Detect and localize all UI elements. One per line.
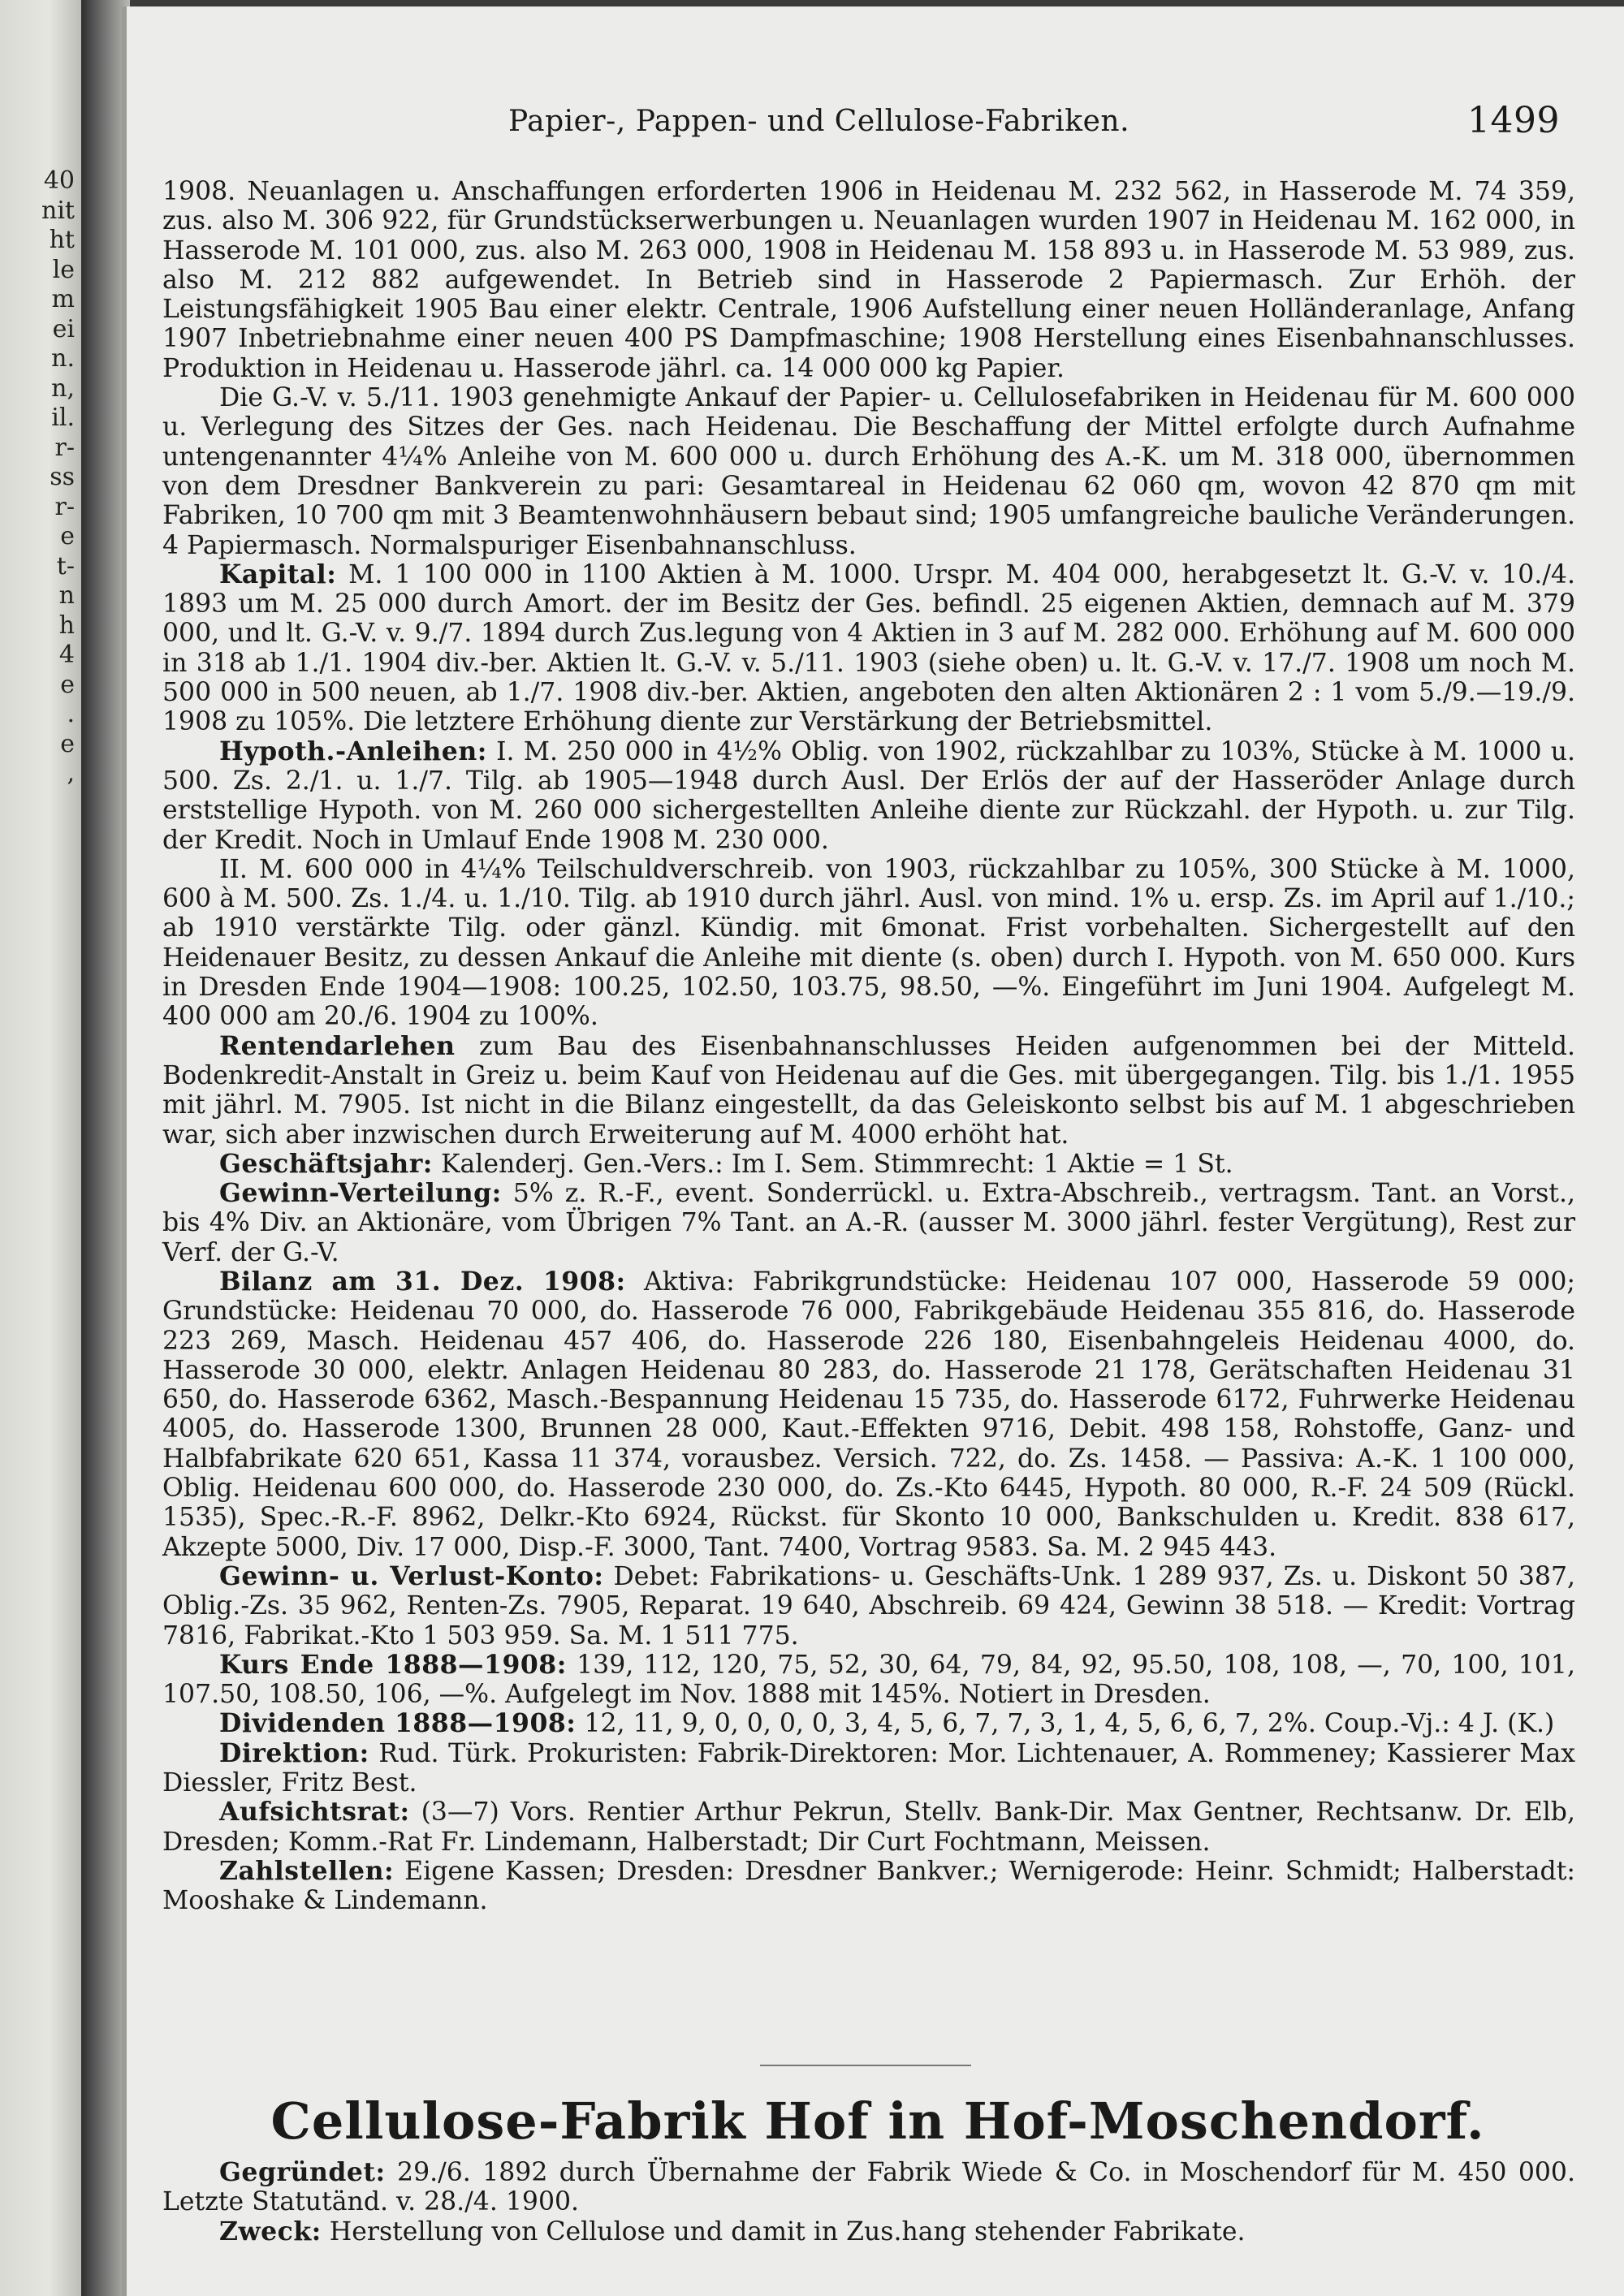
adjacent-page-margin: [0, 0, 81, 2296]
margin-fragment: e: [60, 729, 75, 758]
company-entry: [162, 2158, 1575, 2246]
paragraph: [162, 1857, 1575, 1916]
running-header: [508, 100, 1576, 149]
paragraph-lead: Gewinn- u. Verlust-Konto:: [219, 1560, 604, 1591]
margin-fragment: ei: [52, 314, 75, 343]
paragraph-lead: Gewinn-Verteilung:: [219, 1178, 502, 1209]
paragraph-text: zum Bau des Eisenbahnanschlusses Heiden aufgenommen bei der Mitteld. Bodenkredit-Anstalt in Greiz u. beim Kauf von Heidenau auf die Ges. mit übergegangen. Tilg. bis 1./1. 1955 mit jährl. M. 7905. Ist nicht in die Bilanz eingestellt, da das Geleiskonto selbst bis auf M. 1 abgeschrieben war, sich aber inzwischen durch Erweiterung auf M. 4000 erhöht hat.: [162, 1031, 1575, 1150]
paragraph: [162, 1032, 1575, 1150]
paragraph: [162, 1267, 1575, 1562]
paragraph-lead: Zahlstellen:: [219, 1855, 395, 1886]
paragraph-lead: Dividenden 1888—1908:: [219, 1708, 577, 1739]
paragraph-text: 139, 112, 120, 75, 52, 30, 64, 79, 84, 92, 95.50, 108, 108, —, 70, 100, 101, 107.50, 108.50, 106, —%. Aufgelegt im Nov. 1888 mit 145%. Notiert in Dresden.: [162, 1650, 1575, 1710]
margin-fragment: nit: [41, 196, 75, 225]
paragraph-lead: Gegründet:: [219, 2157, 386, 2187]
paragraph-lead: Hypoth.-Anleihen:: [219, 736, 487, 766]
paragraph: [162, 1150, 1575, 1179]
paragraph-lead: Kurs Ende 1888—1908:: [219, 1649, 567, 1680]
margin-fragment: m: [51, 285, 75, 313]
paragraph-text: Eigene Kassen; Dresden: Dresdner Bankver.; Wernigerode: Heinr. Schmidt; Halberstadt: Mooshake & Lindemann.: [162, 1856, 1575, 1916]
paragraph-lead: Rentendarlehen: [219, 1030, 456, 1061]
margin-fragment: h: [58, 611, 75, 640]
margin-fragment: ss: [50, 463, 75, 491]
page-number: 1499: [1467, 100, 1560, 141]
paragraph: [162, 1709, 1575, 1738]
margin-fragment: il.: [51, 404, 75, 432]
company-heading: Cellulose-Fabrik Hof in Hof-Moschendorf.: [270, 2091, 1485, 2151]
paragraph-lead: Direktion:: [219, 1737, 369, 1768]
entry-body: [162, 177, 1575, 1916]
paragraph-text: Die G.-V. v. 5./11. 1903 genehmigte Ankauf der Papier- u. Cellulosefabriken in Heidenau für M. 600 000 u. Verlegung des Sitzes der Ges. nach Heidenau. Die Beschaffung der Mittel erfolgte durch Aufnahme untengenannter 4¼% Anleihe von M. 600 000 u. durch Erhöhung des A.-K. um M. 318 000, übernommen von dem Dresdner Bankverein zu pari: Gesamtareal in Heidenau 62 060 qm, wovon 42 870 qm mit Fabriken, 10 700 qm mit 3 Beamtenwohnhäusern bebaut sind; 1905 umfangreiche bauliche Veränderungen. 4 Papiermasch. Normalspuriger Eisenbahnanschluss.: [162, 383, 1575, 560]
document-page: [122, 6, 1624, 2296]
margin-fragment: e: [60, 670, 75, 699]
paragraph-lead: Geschäftsjahr:: [219, 1148, 433, 1179]
paragraph: [162, 1651, 1575, 1710]
paragraph: [162, 855, 1575, 1032]
paragraph-lead: Aufsichtsrat:: [219, 1797, 410, 1828]
margin-fragment: le: [52, 255, 75, 284]
margin-fragment: ,: [67, 759, 75, 788]
margin-fragment: r-: [54, 492, 75, 521]
section-separator: [760, 2065, 971, 2066]
paragraph: [162, 1562, 1575, 1651]
paragraph: [162, 737, 1575, 855]
paragraph-text: Aktiva: Fabrikgrundstücke: Heidenau 107 000, Hasserode 59 000; Grundstücke: Heidenau 70 000, do. Hasserode 76 000, Fabrikgebäude Heidenau 355 816, do. Hasserode 223 269, Masch. Heidenau 457 406, do. Hasserode 226 180, Eisenbahngeleis Heidenau 4000, do. Hasserode 30 000, elektr. Anlagen Heidenau 80 283, do. Hasserode 21 178, Gerätschaften Heidenau 31 650, do. Hasserode 6362, Masch.-Bespannung Heidenau 15 735, do. Hasserode 6172, Fuhrwerke Heidenau 4005, do. Hasserode 1300, Brunnen 28 000, Kaut.-Effekten 9716, Debit. 498 158, Rohstoffe, Ganz- und Halbfabrikate 620 651, Kassa 11 374, vorausbez. Versich. 722, do. Zs. 1458. — Passiva: A.-K. 1 100 000, Oblig. Heidenau 600 000, do. Hasserode 230 000, do. Zs.-Kto 6445, Hypoth. 80 000, R.-F. 24 509 (Rückl. 1535), Spec.-R.-F. 8962, Delkr.-Kto 6924, Rückst. für Skonto 10 000, Bankschulden u. Kredit. 838 617, Akzepte 5000, Div. 17 000, Disp.-F. 3000, Tant. 7400, Vortrag 9583. Sa. M. 2 945 443.: [162, 1267, 1576, 1562]
paragraph: [162, 1739, 1575, 1798]
paragraph-text: (3—7) Vors. Rentier Arthur Pekrun, Stellv. Bank-Dir. Max Gentner, Rechtsanw. Dr. Elb, Dresden; Komm.-Rat Fr. Lindemann, Halberstadt; Dir Curt Fochtmann, Meissen.: [162, 1798, 1575, 1857]
paragraph-text: Rud. Türk. Prokuristen: Fabrik-Direktoren: Mor. Lichtenauer, A. Rommeney; Kassierer Max Diessler, Fritz Best.: [162, 1738, 1575, 1798]
margin-fragment: ht: [49, 226, 75, 254]
paragraph-text: 1908. Neuanlagen u. Anschaffungen erforderten 1906 in Heidenau M. 232 562, in Hasserode M. 74 359, zus. also M. 306 922, für Grundstückserwerbungen u. Neuanlagen wurden 1907 in Heidenau M. 162 000, in Hasserode M. 101 000, zus. also M. 263 000, 1908 in Heidenau M. 158 893 u. in Hasserode M. 53 989, zus. also M. 212 882 aufgewendet. In Betrieb sind in Hasserode 2 Papiermasch. Zur Erhöh. der Leistungsfähigkeit 1905 Bau einer elektr. Centrale, 1906 Aufstellung einer neuen Holländeranlage, Anfang 1907 Inbetriebnahme einer neuen 400 PS Dampfmaschine; 1908 Herstellung eines Eisenbahnanschlusses. Produktion in Heidenau u. Hasserode jährl. ca. 14 000 000 kg Papier.: [162, 177, 1575, 383]
paragraph-lead: Zweck:: [219, 2216, 322, 2246]
header-title: Papier-, Pappen- und Cellulose-Fabriken.: [508, 105, 1130, 138]
paragraph-text: Debet: Fabrikations- u. Geschäfts-Unk. 1 289 937, Zs. u. Diskont 50 387, Oblig.-Zs. 35 962, Renten-Zs. 7905, Reparat. 19 640, Abschreib. 69 424, Gewinn 38 518. — Kredit: Vortrag 7816, Fabrikat.-Kto 1 503 959. Sa. M. 1 511 775.: [162, 1561, 1576, 1651]
paragraph-text: Kalenderj. Gen.-Vers.: Im I. Sem. Stimmrecht: 1 Aktie = 1 St.: [432, 1149, 1233, 1179]
paragraph-lead: Bilanz am 31. Dez. 1908:: [219, 1266, 626, 1297]
paragraph: [162, 2158, 1575, 2217]
margin-fragment: n.: [51, 344, 75, 373]
paragraph: [162, 383, 1575, 560]
paragraph: [162, 1179, 1575, 1267]
paragraph-text: M. 1 100 000 in 1100 Aktien à M. 1000. Urspr. M. 404 000, herabgesetzt lt. G.-V. v. 10./4. 1893 um M. 25 000 durch Amort. der im Besitz der Ges. befindl. 25 eigenen Aktien, demnach auf M. 379 000, und lt. G.-V. v. 9./7. 1894 durch Zus.legung von 4 Aktien in 3 auf M. 282 000. Erhöhung auf M. 600 000 in 318 ab 1./1. 1904 div.-ber. Aktien lt. G.-V. v. 5./11. 1903 (siehe oben) u. lt. G.-V. v. 17./7. 1908 um noch M. 500 000 in 500 neuen, ab 1./7. 1908 div.-ber. Aktien, angeboten den alten Aktionären 2 : 1 vom 5./9.—19./9. 1908 zu 105%. Die letztere Erhöhung diente zur Verstärkung der Betriebsmittel.: [162, 559, 1575, 737]
paragraph: [162, 560, 1575, 737]
paragraph-text: II. M. 600 000 in 4¼% Teilschuldverschreib. von 1903, rückzahlbar zu 105%, 300 Stücke à M. 1000, 600 à M. 500. Zs. 1./4. u. 1./10. Tilg. ab 1910 durch jährl. Ausl. von mind. 1% u. ersp. Zs. im April auf 1./10.; ab 1910 verstärkte Tilg. oder gänzl. Kündig. mit 6monat. Frist vorbehalten. Sichergestellt auf den Heidenauer Besitz, zu dessen Ankauf die Anleihe mit diente (s. oben) durch I. Hypoth. von M. 650 000. Kurs in Dresden Ende 1904—1908: 100.25, 102.50, 103.75, 98.50, —%. Eingeführt im Juni 1904. Aufgelegt M. 400 000 am 20./6. 1904 zu 100%.: [162, 854, 1575, 1032]
paragraph-lead: Kapital:: [219, 559, 337, 589]
paragraph-text: 12, 11, 9, 0, 0, 0, 0, 3, 4, 5, 6, 7, 7, 3, 1, 4, 5, 6, 6, 7, 2%. Coup.-Vj.: 4 J. (K.): [576, 1709, 1555, 1739]
paragraph-text: 5% z. R.-F., event. Sonderrückl. u. Extra-Abschreib., vertragsm. Tant. an Vorst., bis 4% Div. an Aktionäre, vom Übrigen 7% Tant. an A.-R. (ausser M. 3000 jährl. fester Vergütung), Rest zur Verf. der G.-V.: [162, 1179, 1575, 1267]
margin-fragment: e: [60, 522, 75, 550]
paragraph: [162, 2217, 1575, 2246]
margin-fragment: 40: [43, 166, 75, 195]
paragraph-text: I. M. 250 000 in 4½% Oblig. von 1902, rückzahlbar zu 103%, Stücke à M. 1000 u. 500. Zs. 2./1. u. 1./7. Tilg. ab 1905—1948 durch Ausl. Der Erlös der auf der Hasseröder Anlage durch erststellige Hypoth. von M. 260 000 sichergestellten Anleihe diente zur Rückzahl. der Hypoth. u. zur Tilg. der Kredit. Noch in Umlauf Ende 1908 M. 230 000.: [162, 736, 1575, 855]
paragraph-text: Herstellung von Cellulose und damit in Zus.hang stehender Fabrikate.: [321, 2216, 1246, 2246]
paragraph: [162, 1798, 1575, 1857]
margin-fragment: n: [58, 581, 75, 610]
margin-fragment: t-: [56, 551, 75, 580]
paragraph-text: 29./6. 1892 durch Übernahme der Fabrik Wiede & Co. in Moschendorf für M. 450 000. Letzte Statutänd. v. 28./4. 1900.: [162, 2158, 1575, 2217]
paragraph: [162, 177, 1575, 383]
margin-fragment: .: [67, 700, 75, 728]
margin-fragment: n,: [51, 373, 75, 403]
margin-fragment: r-: [54, 433, 75, 462]
margin-fragment: 4: [58, 641, 75, 669]
